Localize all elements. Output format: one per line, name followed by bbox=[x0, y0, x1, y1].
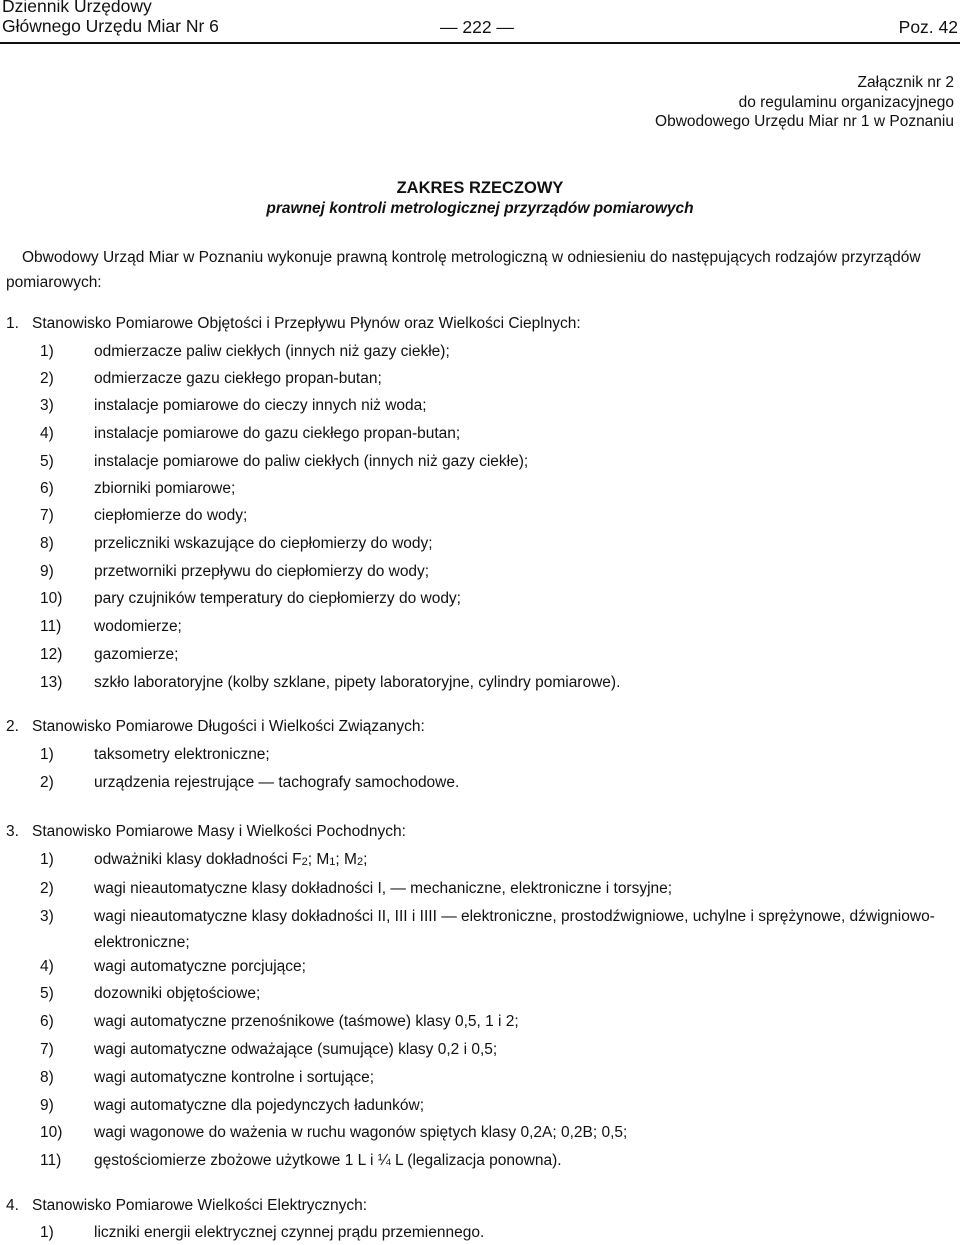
page-header bbox=[0, 0, 960, 44]
section-heading bbox=[6, 1196, 367, 1216]
list-item: 8) wagi automatyczne kontrolne i sortujące; bbox=[40, 1069, 375, 1086]
list-item: 1) odmierzacze paliw ciekłych (innych niż gazy ciekłe); bbox=[40, 343, 450, 360]
list-item: 3) wagi nieautomatyczne klasy dokładności II, III i IIII — elektroniczne, prostodźwigniowe, uchylne i sprężynowe, dźwigniowo-elektroniczne; bbox=[40, 908, 935, 951]
journal-name-line2: Głównego Urzędu Miar Nr 6 bbox=[2, 16, 219, 36]
list-item: 2) odmierzacze gazu ciekłego propan-butan; bbox=[40, 370, 382, 387]
section-title: Stanowisko Pomiarowe Masy i Wielkości Pochodnych: bbox=[32, 823, 406, 840]
list-item: 13) szkło laboratoryjne (kolby szklane, pipety laboratoryjne, cylindry pomiarowe). bbox=[40, 674, 621, 691]
page-number: — 222 — bbox=[440, 17, 514, 37]
annex-note bbox=[655, 73, 954, 132]
list-item: 5) instalacje pomiarowe do paliw ciekłych (innych niż gazy ciekłe); bbox=[40, 453, 529, 470]
list-item: 8) przeliczniki wskazujące do ciepłomierzy do wody; bbox=[40, 535, 433, 552]
list-item: 12) gazomierze; bbox=[40, 646, 179, 663]
list-item: 1) liczniki energii elektrycznej czynnej prądu przemiennego. bbox=[40, 1224, 485, 1241]
list-item: 11) gęstościomierze zbożowe użytkowe 1 L i ¼ L (legalizacja ponowna). bbox=[40, 1152, 562, 1169]
list-item: 2) urządzenia rejestrujące — tachografy samochodowe. bbox=[40, 774, 460, 791]
section-number: 1. bbox=[6, 315, 19, 332]
section-number: 2. bbox=[6, 718, 19, 735]
list-item: 10) wagi wagonowe do ważenia w ruchu wagonów spiętych klasy 0,2A; 0,2B; 0,5; bbox=[40, 1124, 628, 1141]
journal-name-line1: Dziennik Urzędowy bbox=[2, 0, 152, 16]
annex-line3: Obwodowego Urzędu Miar nr 1 w Poznaniu bbox=[655, 113, 954, 130]
position-number: Poz. 42 bbox=[898, 17, 958, 37]
list-item: 4) instalacje pomiarowe do gazu ciekłego propan-butan; bbox=[40, 425, 461, 442]
list-item: 2) wagi nieautomatyczne klasy dokładności I, — mechaniczne, elektroniczne i torsyjne; bbox=[40, 880, 673, 897]
list-item: 9) wagi automatyczne dla pojedynczych ładunków; bbox=[40, 1097, 424, 1114]
section-number: 4. bbox=[6, 1197, 19, 1214]
list-item: 11) wodomierze; bbox=[40, 618, 182, 635]
list-item: 4) wagi automatyczne porcjujące; bbox=[40, 958, 306, 975]
section-number: 3. bbox=[6, 823, 19, 840]
list-item: 10) pary czujników temperatury do ciepłomierzy do wody; bbox=[40, 590, 461, 607]
list-item: 5) dozowniki objętościowe; bbox=[40, 985, 261, 1002]
section-heading bbox=[6, 822, 406, 842]
list-item: 6) wagi automatyczne przenośnikowe (taśmowe) klasy 0,5, 1 i 2; bbox=[40, 1013, 519, 1030]
section-heading bbox=[6, 717, 425, 737]
list-item: 9) przetworniki przepływu do ciepłomierzy do wody; bbox=[40, 563, 430, 580]
section-title: Stanowisko Pomiarowe Wielkości Elektrycznych: bbox=[32, 1197, 368, 1214]
list-item: 1) taksometry elektroniczne; bbox=[40, 746, 270, 763]
list-item: 1) odważniki klasy dokładności $F_2$; $M_1$; $M_2$; bbox=[40, 851, 368, 868]
journal-name bbox=[2, 0, 219, 36]
title-main: ZAKRES RZECZOWY bbox=[396, 179, 564, 197]
list-item: 7) ciepłomierze do wody; bbox=[40, 507, 248, 524]
header-divider bbox=[0, 42, 960, 44]
list-item: 6) zbiorniki pomiarowe; bbox=[40, 480, 236, 497]
section-heading bbox=[6, 314, 581, 334]
document-title bbox=[0, 178, 960, 219]
title-subtitle: prawnej kontroli metrologicznej przyrządów pomiarowych bbox=[266, 200, 694, 217]
intro-paragraph: Obwodowy Urząd Miar w Poznaniu wykonuje prawną kontrolę metrologiczną w odniesieniu do następujących rodzajów przyrządów pomiarowych: bbox=[6, 249, 921, 291]
section-title: Stanowisko Pomiarowe Długości i Wielkości Związanych: bbox=[32, 718, 425, 735]
annex-line2: do regulaminu organizacyjnego bbox=[738, 93, 954, 111]
section-title: Stanowisko Pomiarowe Objętości i Przepływu Płynów oraz Wielkości Cieplnych: bbox=[32, 315, 581, 332]
list-item: 7) wagi automatyczne odważające (sumujące) klasy 0,2 i 0,5; bbox=[40, 1041, 498, 1058]
list-item: 3) instalacje pomiarowe do cieczy innych niż woda; bbox=[40, 397, 427, 414]
annex-line1: Załącznik nr 2 bbox=[857, 74, 954, 91]
